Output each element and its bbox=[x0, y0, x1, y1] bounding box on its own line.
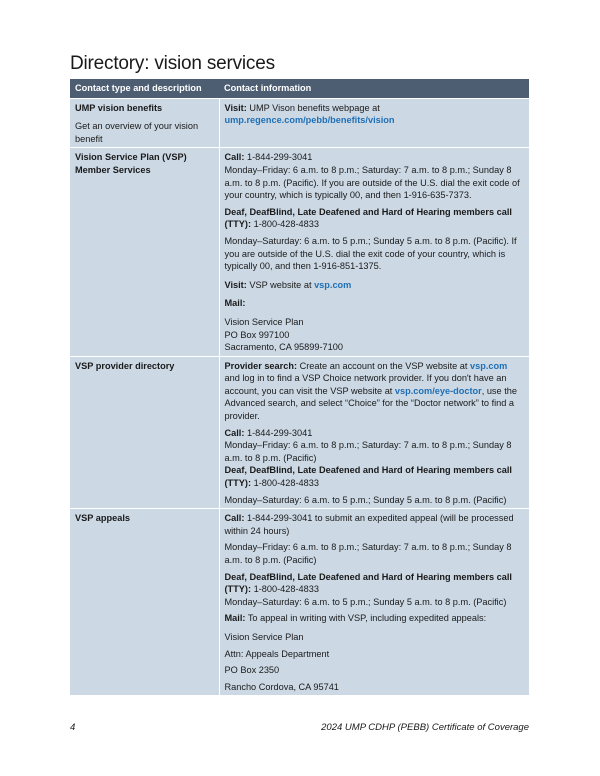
address-line: Attn: Appeals Department bbox=[224, 648, 330, 659]
address-line: Rancho Cordova, CA 95741 bbox=[224, 681, 339, 692]
call-label: Call: bbox=[224, 513, 245, 524]
contact-info-cell bbox=[219, 509, 529, 696]
contact-info-cell bbox=[219, 98, 529, 148]
vsp-website-link[interactable]: vsp.com bbox=[470, 360, 508, 371]
hours-text: Monday–Friday: 6 a.m. to 8 p.m.; Saturday: 7 a.m. to 8 p.m.; Sunday 8 a.m. to 8 p.m. (Pacific) bbox=[224, 542, 512, 565]
column-header-contact-type: Contact type and description bbox=[70, 79, 219, 98]
tty-hours-text: Monday–Saturday: 6 a.m. to 5 p.m.; Sunday 5 a.m. to 8 p.m. (Pacific) bbox=[224, 596, 507, 607]
column-header-contact-info: Contact information bbox=[219, 79, 529, 98]
call-number: 1-844-299-3041 bbox=[246, 427, 313, 438]
address-line: Vision Service Plan bbox=[224, 631, 304, 642]
tty-label: Deaf, DeafBlind, Late Deafened and Hard of Hearing members call (TTY): bbox=[224, 206, 512, 230]
contact-type: Vision Service Plan (VSP) Member Services bbox=[75, 152, 187, 175]
contact-type: VSP appeals bbox=[75, 513, 130, 524]
directory-table bbox=[70, 79, 529, 695]
page-title: Directory: vision services bbox=[70, 53, 275, 74]
hours-text: Monday–Friday: 6 a.m. to 8 p.m.; Saturday: 7 a.m. to 8 p.m.; Sunday 8 a.m. to 8 p.m. (Pacific) bbox=[224, 440, 512, 463]
mail-label: Mail: bbox=[224, 613, 246, 624]
visit-text: VSP website at bbox=[249, 279, 312, 290]
contact-type-cell bbox=[70, 148, 219, 356]
call-label: Call: bbox=[224, 427, 245, 438]
contact-info-cell bbox=[219, 356, 529, 509]
mail-label: Mail: bbox=[224, 298, 246, 309]
address-line: Vision Service Plan bbox=[224, 316, 304, 327]
vsp-website-link[interactable]: vsp.com bbox=[314, 279, 352, 290]
tty-label: Deaf, DeafBlind, Late Deafened and Hard of Hearing members call (TTY): bbox=[224, 465, 512, 489]
address-line: Sacramento, CA 95899-7100 bbox=[224, 342, 343, 353]
hours-text: Monday–Friday: 6 a.m. to 8 p.m.; Saturday: 7 a.m. to 8 p.m.; Sunday 8 a.m. to 8 p.m. (Pacific). If you are outside of the U.S. dial the exit code of your country, which is typically 00, and then 1-916-635-7373. bbox=[224, 164, 520, 201]
call-number: 1-844-299-3041 bbox=[246, 152, 313, 163]
table-row bbox=[70, 98, 529, 148]
call-label: Call: bbox=[224, 152, 245, 163]
table-row bbox=[70, 356, 529, 509]
tty-label: Deaf, DeafBlind, Late Deafened and Hard of Hearing members call (TTY): bbox=[224, 571, 512, 595]
provider-search-text: , use the Advanced search, and select “Choice” for the “Doctor network” to find a provider. bbox=[224, 385, 517, 422]
provider-search-label: Provider search: bbox=[224, 360, 298, 371]
contact-type-cell bbox=[70, 509, 219, 696]
eye-doctor-link[interactable]: vsp.com/eye-doctor bbox=[394, 385, 482, 396]
tty-number: 1-800-428-4833 bbox=[253, 584, 319, 595]
visit-text: UMP Vison benefits webpage at bbox=[249, 102, 380, 113]
table-header-row bbox=[70, 79, 529, 98]
mail-text: To appeal in writing with VSP, including expedited appeals: bbox=[247, 613, 487, 624]
visit-label: Visit: bbox=[224, 279, 247, 290]
contact-type-cell bbox=[70, 356, 219, 509]
tty-number: 1-800-428-4833 bbox=[253, 219, 319, 230]
address-line: PO Box 2350 bbox=[224, 665, 280, 676]
contact-type: UMP vision benefits bbox=[75, 102, 163, 113]
footer-page-number: 4 bbox=[70, 722, 76, 733]
tty-number: 1-800-428-4833 bbox=[253, 478, 319, 489]
contact-type-cell bbox=[70, 98, 219, 148]
visit-label: Visit: bbox=[224, 102, 247, 113]
provider-search-text: and log in to find a VSP Choice network provider. If you don't have an account, you can visit the VSP website at bbox=[224, 373, 507, 396]
tty-hours-text: Monday–Saturday: 6 a.m. to 5 p.m.; Sunday 5 a.m. to 8 p.m. (Pacific) bbox=[224, 494, 507, 505]
address-line: PO Box 997100 bbox=[224, 329, 290, 340]
provider-search-text: Create an account on the VSP website at bbox=[299, 360, 468, 371]
contact-description: Get an overview of your vision benefit bbox=[75, 121, 199, 144]
call-text: 1-844-299-3041 to submit an expedited appeal (will be processed within 24 hours) bbox=[224, 513, 514, 536]
vision-benefits-link[interactable]: ump.regence.com/pebb/benefits/vision bbox=[224, 115, 395, 126]
tty-hours-text: Monday–Saturday: 6 a.m. to 5 p.m.; Sunday 5 a.m. to 8 p.m. (Pacific). If you are outside of the U.S. dial the exit code of your country, which is typically 00, and then 1-916-851-1375. bbox=[224, 235, 517, 272]
footer-document-title: 2024 UMP CDHP (PEBB) Certificate of Coverage bbox=[321, 722, 529, 733]
contact-type: VSP provider directory bbox=[75, 360, 175, 371]
table-row bbox=[70, 148, 529, 356]
contact-info-cell bbox=[219, 148, 529, 356]
table-row bbox=[70, 509, 529, 696]
